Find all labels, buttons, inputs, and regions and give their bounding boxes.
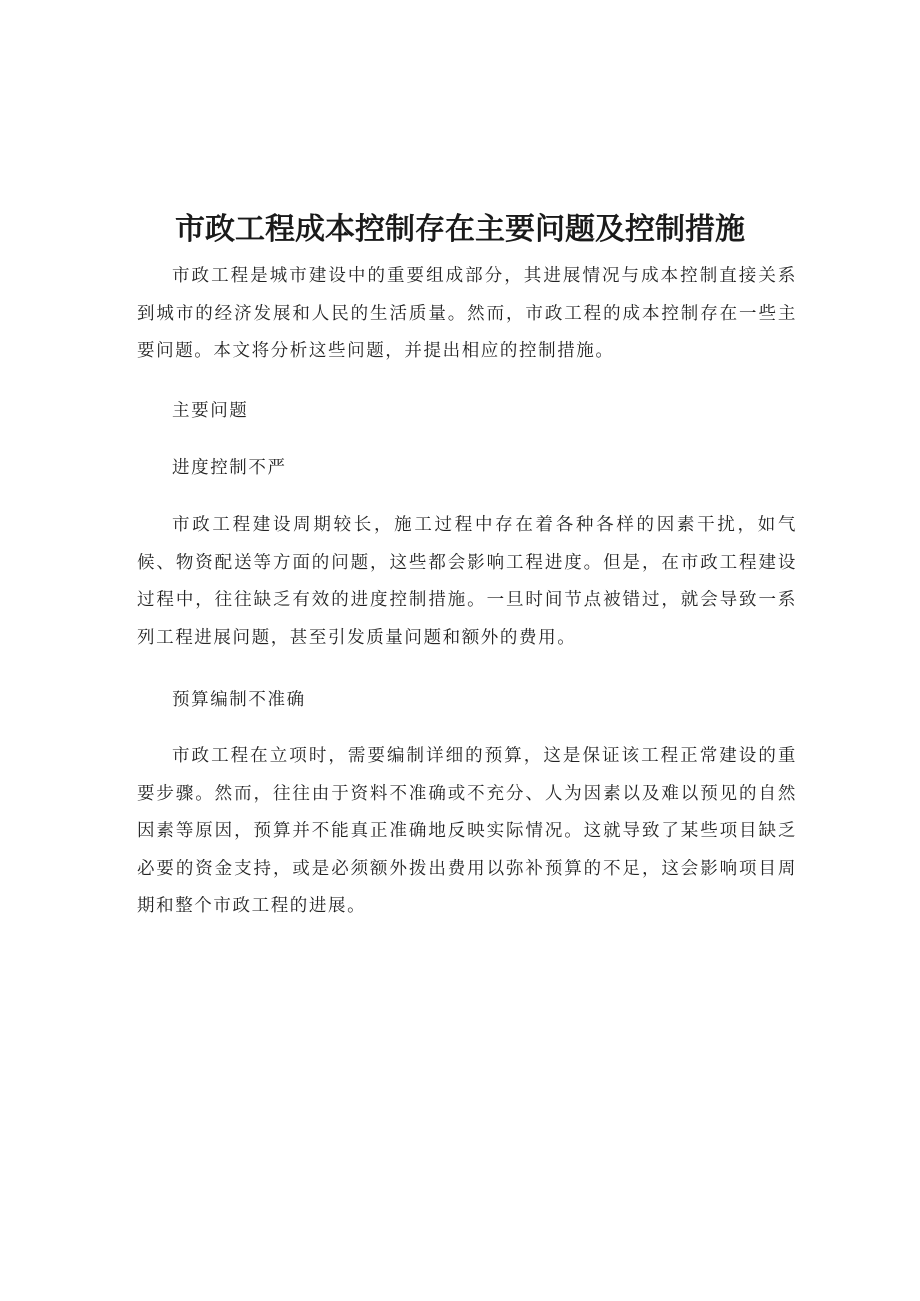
intro-paragraph: 市政工程是城市建设中的重要组成部分，其进展情况与成本控制直接关系到城市的经济发展和人民的生活质量。然而，市政工程的成本控制存在一些主要问题。本文将分析这些问题，并提出相应的控制措施。 (137, 266, 797, 361)
subheading-budget-inaccuracy: 预算编制不准确 (172, 690, 306, 710)
paragraph-schedule-control: 市政工程建设周期较长，施工过程中存在着各种各样的因素干扰，如气候、物资配送等方面的问题，这些都会影响工程进度。但是，在市政工程建设过程中，往往缺乏有效的进度控制措施。一旦时间节点被错过，就会导致一系列工程进展问题，甚至引发质量问题和额外的费用。 (137, 515, 797, 648)
subheading-schedule-control: 进度控制不严 (172, 458, 287, 478)
document-title: 市政工程成本控制存在主要问题及控制措施 (175, 212, 745, 247)
paragraph-budget-inaccuracy: 市政工程在立项时，需要编制详细的预算，这是保证该工程正常建设的重要步骤。然而，往往由于资料不准确或不充分、人为因素以及难以预见的自然因素等原因，预算并不能真正准确地反映实际情况。这就导致了某些项目缺乏必要的资金支持，或是必须额外拨出费用以弥补预算的不足，这会影响项目周期和整个市政工程的进展。 (137, 746, 797, 916)
section-heading-main-problems: 主要问题 (172, 401, 249, 421)
